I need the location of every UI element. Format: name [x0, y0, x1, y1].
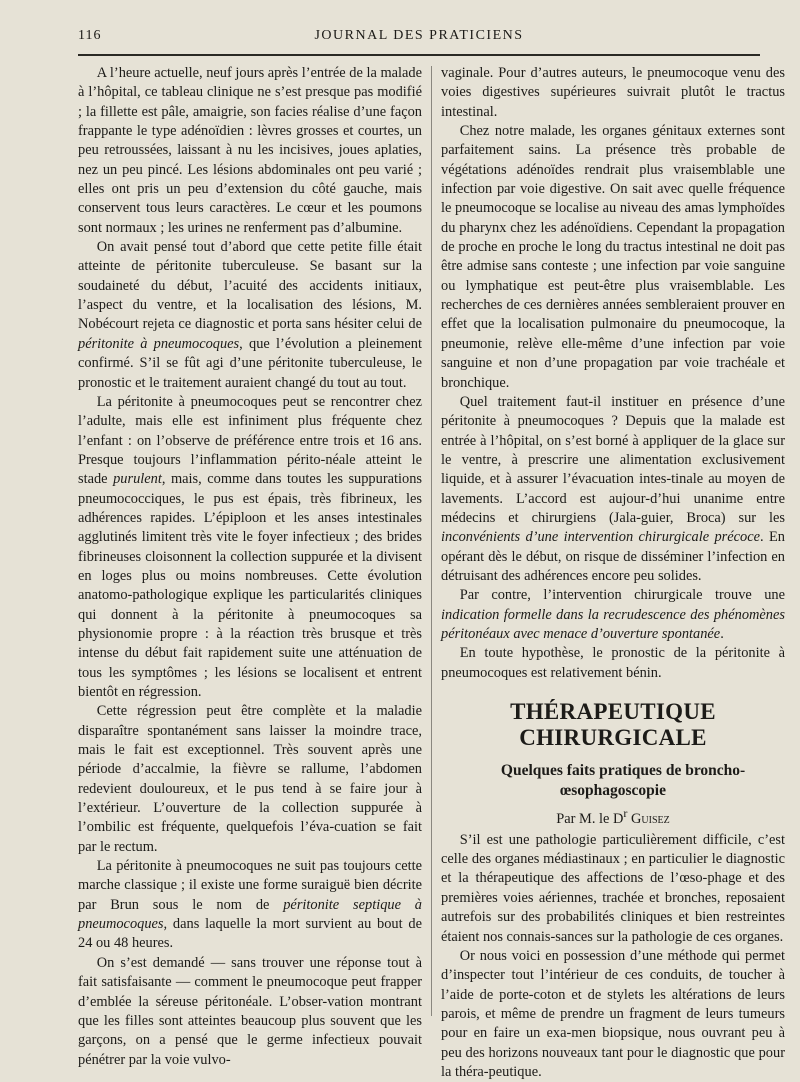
paragraph: Cette régression peut être complète et la maladie disparaître spontanément sans laisser la moindre trace, mais le fait est exceptionnel. Très souvent après une période d’accalmie, la fièvre se rallume, l’abdomen redevient douloureux, et le pus tend à se faire jour à l’extérieur. L’ouverture de la collection suppurée à l’ombilic est fréquente, quelquefois l’éva-cuation se fait par le rectum.	[78, 703, 422, 855]
running-title: JOURNAL DES PRATICIENS	[314, 28, 524, 43]
paragraph: Quel traitement faut-il instituer en présence d’une péritonite à pneumocoques ? Depuis que la malade est entrée à l’hôpital, on s’est borné à appliquer de la glace sur le ventre, à prescrire une alimentation exclusivement liquide, et à assurer l’évacuation intes-tinale au moyen de lavements. L’accord est aujour-d’hui unanime entre médecins et chirurgiens (Jala-guier, Broca) sur les inconvénients d’une intervention chirurgicale précoce. En opérant dès le début, on risque de disséminer l’infection en détruisant des adhérences encore peu solides.	[441, 393, 785, 584]
paragraph: On avait pensé tout d’abord que cette petite fille était atteinte de péritonite tuberculeuse. Se basant sur la soudaineté du début, l’acuité des accidents initiaux, l’aspect du ventre, et la localisation des lésions, M. Nobécourt rejeta ce diagnostic et porta sans hésiter celui de péritonite à pneumocoques, que l’évolution a pleinement confirmé. S’il se fût agi d’une péritonite tuberculeuse, le pronostic et le traitement auraient changé du tout au tout.	[78, 239, 422, 391]
paragraph: Or nous voici en possession d’une méthode qui permet d’inspecter tout l’intérieur de ces conduits, de toucher à l’aide de porte-coton et de stylets les altérations de leurs parois, et même de prendre un fragment de leurs tumeurs pour en faire un exa-men biopsique, nous ouvrant peu à peu des horizons nouveaux tant pour le diagnostic que pour la théra-peutique.	[441, 947, 785, 1080]
article-title: Quelques faits pratiques de broncho-œsophagoscopie	[500, 762, 746, 799]
paragraph: En toute hypothèse, le pronostic de la péritonite à pneumocoques est relativement bénin.	[441, 645, 785, 681]
header-rule	[78, 54, 760, 56]
page-number: 116	[78, 28, 102, 43]
byline: Par M. le $D^r$ Guisez	[556, 806, 670, 827]
paragraph: Chez notre malade, les organes génitaux externes sont parfaitement sains. La présence très probable de végétations adénoïdes rendrait plus vraisemblable une infection par voie digestive. On sait avec quelle fréquence le pneumocoque se localise au niveau des amas lymphoïdes du pharynx chez les adénoïdiens. Cependant la propagation de proche en proche le long du tractus intestinal ne doit pas être admise sans conteste ; une infection par voie sanguine ou lymphatique est peut-être plus vraisemblable. Les recherches de ces dernières années sembleraient prouver en effet que la localisation pulmonaire du pneumocoque, la pneumonie, relève elle-même d’une infection par voie sanguine et non d’une propagation par voie trachéale et bronchique.	[441, 123, 785, 391]
paragraph: vaginale. Pour d’autres auteurs, le pneumocoque venu des voies digestives supérieures suivrait plutôt le tractus intestinal.	[441, 65, 785, 120]
paragraph: On s’est demandé — sans trouver une réponse tout à fait satisfaisante — comment le pneumocoque peut frapper d’emblée la séreuse péritonéale. L’obser-vation montrant que les filles sont atteintes beaucoup plus souvent que les garçons, on a pensé que le germe infectieux pouvait pénétrer par la voie vulvo-	[78, 954, 422, 1068]
left-column	[78, 64, 422, 1070]
right-column	[441, 64, 785, 1082]
page-header	[78, 28, 760, 48]
paragraph: La péritonite à pneumocoques ne suit pas toujours cette marche classique ; il existe une forme suraiguë bien décrite par Brun sous le nom de péritonite septique à pneumocoques, dans laquelle la mort survient au bout de 24 ou 48 heures.	[78, 858, 422, 952]
paragraph: Par contre, l’intervention chirurgicale trouve une indication formelle dans la recrudescence des phénomènes péritonéaux avec menace d’ouverture spontanée.	[441, 587, 785, 642]
paragraph: S’il est une pathologie particulièrement difficile, c’est celle des organes médiastinaux ; en particulier le diagnostic et la thérapeutique des affections de l’œso-phage et des premières voies aériennes, trachée et bronches, reposaient autrefois sur des probabilités cliniques et bien restreintes étaient nos connais-sances sur la pathologie de ces organes.	[441, 831, 785, 945]
paragraph: La péritonite à pneumocoques peut se rencontrer chez l’adulte, mais elle est infiniment plus fréquente chez l’enfant : on l’observe de préférence entre trois et 16 ans. Presque toujours l’inflammation périto-néale atteint le stade purulent, mais, comme dans toutes les suppurations pneumococciques, le pus est épais, très fibrineux, les adhérences rapides. L’épiploon et les anses intestinales agglutinés limitent très vite le foyer infectieux ; des brides fibrineuses cloisonnent la collection suppurée et la divisent en loges plus ou moins nombreuses. Cette évolution anatomo-pathologique explique les particularités cliniques qui donnent à la péritonite à pneumocoques sa physionomie propre : à la réaction très brusque et très intense du début fait rapidement suite une atténuation de tous les symptômes ; les lésions se localisent et entrent bientôt en régression.	[78, 393, 422, 700]
column-divider	[431, 66, 432, 1016]
paragraph: A l’heure actuelle, neuf jours après l’entrée de la malade à l’hôpital, ce tableau clinique ne s’est presque pas modifié ; la fillette est pâle, amaigrie, son facies réalise d’une façon frappante le type adénoïdien : lèvres grosses et courtes, un peu retroussées, laissant à nu les incisives, joues aplaties, nez un peu pincé. Les lésions abdominales ont peu varié ; elles ont pris un peu d’extension du côté gauche, mais conservent tous leurs caractères. Le cœur et les poumons sont normaux ; les urines ne renferment pas d’albumine.	[78, 65, 422, 236]
section-title: THÉRAPEUTIQUE CHIRURGICALE	[510, 699, 716, 750]
